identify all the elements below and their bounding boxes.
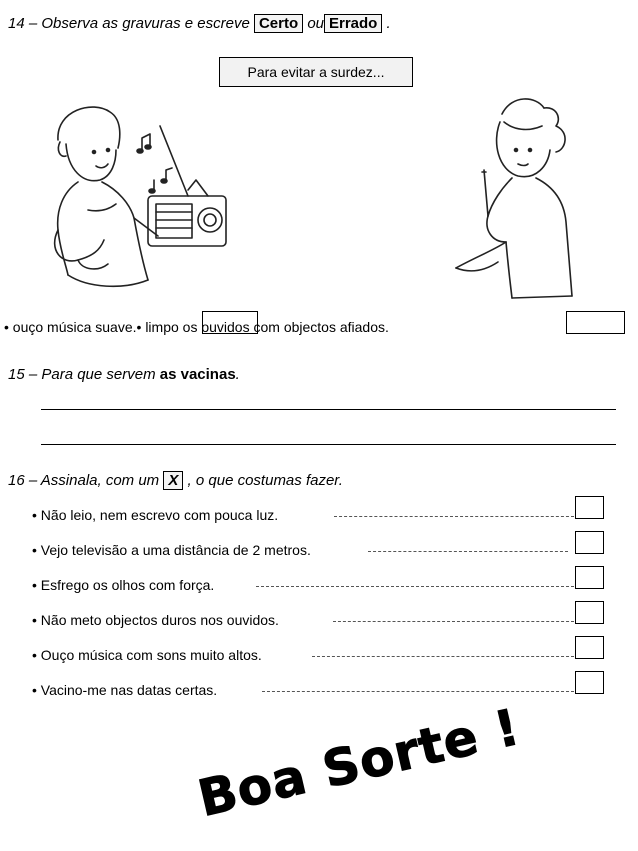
dots-6 <box>262 691 574 692</box>
answer-line-1[interactable] <box>41 409 616 410</box>
q16-title: 16 – Assinala, com um X , o que costumas fazer. <box>8 472 343 489</box>
check-item-3: • Esfrego os olhos com força. <box>32 577 215 593</box>
check-item-5: • Ouço música com sons muito altos. <box>32 647 262 663</box>
word-errado: Errado <box>324 14 382 33</box>
checkbox-1[interactable] <box>575 496 604 519</box>
boy-radio-illustration <box>38 100 238 310</box>
dots-2 <box>368 551 568 552</box>
checkbox-6[interactable] <box>575 671 604 694</box>
statement-suave: • ouço música suave. <box>4 319 137 335</box>
girl-ear-cleaning-illustration <box>452 92 582 307</box>
check-item-6: • Vacino-me nas datas certas. <box>32 682 218 698</box>
word-certo: Certo <box>254 14 303 33</box>
checkbox-3[interactable] <box>575 566 604 589</box>
dots-4 <box>333 621 574 622</box>
answer-box-2[interactable] <box>566 311 625 334</box>
answer-line-2[interactable] <box>41 444 616 445</box>
checkbox-5[interactable] <box>575 636 604 659</box>
q14-statements <box>4 319 389 335</box>
dots-3 <box>256 586 574 587</box>
checkbox-2[interactable] <box>575 531 604 554</box>
checkbox-4[interactable] <box>575 601 604 624</box>
dots-5 <box>312 656 574 657</box>
boa-sorte-text: Boa Sorte ! <box>192 697 526 828</box>
check-item-1: • Não leio, nem escrevo com pouca luz. <box>32 507 279 523</box>
q14-title: 14 – Observa as gravuras e escreve Certo ou Errado . <box>8 15 391 32</box>
banner-surdez: Para evitar a surdez... <box>219 57 413 87</box>
check-item-2: • Vejo televisão a uma distância de 2 metros. <box>32 542 311 558</box>
q15-title: 15 – Para que servem as vacinas. <box>8 366 240 383</box>
dots-1 <box>334 516 574 517</box>
statement-afiados: • limpo os ouvidos com objectos afiados. <box>136 319 389 335</box>
x-mark-box: X <box>163 471 183 490</box>
check-item-4: • Não meto objectos duros nos ouvidos. <box>32 612 279 628</box>
